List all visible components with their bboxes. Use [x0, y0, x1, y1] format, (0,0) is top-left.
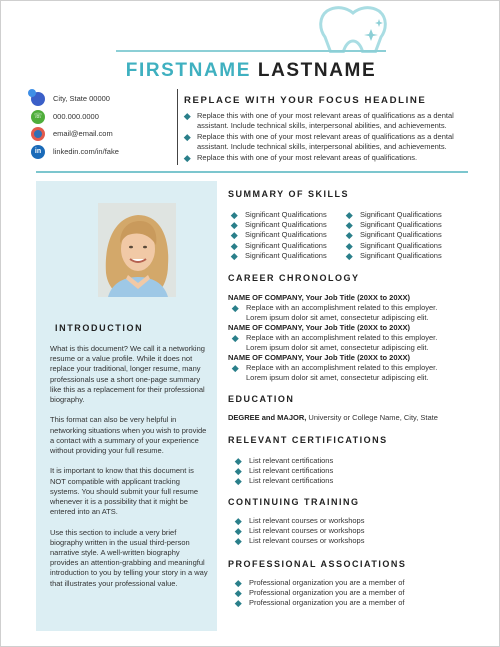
- training-item: List relevant courses or workshops: [234, 536, 364, 546]
- contact-address: [31, 91, 171, 107]
- diamond-bullet-icon: [235, 458, 241, 464]
- email-text: email@email.com: [53, 129, 113, 138]
- location-icon: [31, 92, 45, 106]
- job-accomplishment: Replace with an accomplishment related to this employer.: [228, 363, 488, 373]
- diamond-bullet-icon: [235, 528, 241, 534]
- school-text: University or College Name, City, State: [306, 413, 438, 422]
- first-name: FIRSTNAME: [125, 60, 251, 81]
- diamond-bullet-icon: [235, 478, 241, 484]
- diamond-bullet-icon: [346, 253, 352, 259]
- association-item: Professional organization you are a member of: [234, 588, 405, 598]
- diamond-bullet-icon: [231, 222, 237, 228]
- focus-bullet: Replace this with one of your most relevant areas of qualifications as a dental assistant. Include technical skills, interpersonal abilities, and achievements.: [184, 111, 484, 132]
- contact-linkedin: [31, 144, 171, 160]
- contact-phone: [31, 109, 171, 125]
- contact-email: [31, 126, 171, 142]
- job-detail: Lorem ipsum dolor sit amet, consectetur adipiscing elit.: [246, 343, 429, 352]
- diamond-bullet-icon: [235, 590, 241, 596]
- job-detail: Lorem ipsum dolor sit amet, consectetur adipiscing elit.: [246, 313, 429, 322]
- tooth-logo-icon: [313, 5, 393, 53]
- associations-title: PROFESSIONAL ASSOCIATIONS: [228, 559, 407, 569]
- diamond-bullet-icon: [232, 335, 238, 341]
- job-heading: NAME OF COMPANY, Your Job Title (20XX to 20XX): [228, 353, 410, 362]
- intro-paragraph: What is this document? We call it a networking resume or a value profile. While it does not replace your traditional, longer resume, many professionals use a short one-page summary like this as a replacement for their professional biography.: [50, 344, 205, 405]
- certification-item: List relevant certifications: [234, 456, 333, 466]
- address-text: City, State 00000: [53, 94, 110, 103]
- association-item: Professional organization you are a member of: [234, 598, 405, 608]
- focus-bullet: Replace this with one of your most relevant areas of qualifications as a dental assistant. Include technical skills, interpersonal abilities, and achievements.: [184, 132, 484, 153]
- diamond-bullet-icon: [232, 305, 238, 311]
- name-top-rule: [116, 50, 386, 52]
- header-divider: [177, 89, 178, 165]
- certification-item: List relevant certifications: [234, 466, 333, 476]
- job-heading: NAME OF COMPANY, Your Job Title (20XX to 20XX): [228, 293, 410, 302]
- association-item: Professional organization you are a member of: [234, 578, 405, 588]
- header-bottom-rule: [36, 171, 468, 173]
- skill-item: Significant Qualifications: [230, 241, 327, 251]
- job-entry: [228, 353, 488, 383]
- profile-photo: [98, 203, 176, 297]
- training-list: [234, 516, 364, 547]
- focus-bullet-list: [184, 111, 484, 163]
- career-title: CAREER CHRONOLOGY: [228, 273, 360, 283]
- sidebar-panel: [36, 181, 217, 631]
- training-item: List relevant courses or workshops: [234, 526, 364, 536]
- skill-item: Significant Qualifications: [345, 220, 442, 230]
- focus-headline: REPLACE WITH YOUR FOCUS HEADLINE: [184, 95, 427, 106]
- job-entry: [228, 323, 488, 353]
- skill-item: Significant Qualifications: [230, 220, 327, 230]
- diamond-bullet-icon: [235, 468, 241, 474]
- certifications-title: RELEVANT CERTIFICATIONS: [228, 435, 388, 445]
- diamond-bullet-icon: [346, 243, 352, 249]
- diamond-bullet-icon: [235, 518, 241, 524]
- skills-title: SUMMARY OF SKILLS: [228, 189, 350, 199]
- introduction-title: INTRODUCTION: [55, 323, 144, 333]
- job-heading: NAME OF COMPANY, Your Job Title (20XX to 20XX): [228, 323, 410, 332]
- diamond-bullet-icon: [184, 155, 190, 161]
- diamond-bullet-icon: [184, 134, 190, 140]
- skill-item: Significant Qualifications: [345, 230, 442, 240]
- associations-list: [234, 578, 405, 609]
- skill-item: Significant Qualifications: [345, 251, 442, 261]
- linkedin-icon: in: [31, 145, 45, 159]
- skill-item: Significant Qualifications: [230, 210, 327, 220]
- skills-list-col2: [345, 210, 442, 261]
- intro-paragraph: Use this section to include a very brief biography written in the usual third-person narrative style. A well-written biography provides an attention-grabbing and meaningful introduction to you by telling your story in a way that illustrates your professional value.: [50, 527, 208, 588]
- training-title: CONTINUING TRAINING: [228, 497, 360, 507]
- phone-text: 000.000.0000: [53, 111, 99, 121]
- diamond-bullet-icon: [235, 600, 241, 606]
- focus-bullet: Replace this with one of your most relevant areas of qualifications.: [184, 153, 484, 163]
- diamond-bullet-icon: [346, 232, 352, 238]
- diamond-bullet-icon: [231, 243, 237, 249]
- skill-item: Significant Qualifications: [345, 210, 442, 220]
- job-accomplishment: Replace with an accomplishment related to this employer.: [228, 333, 488, 343]
- intro-paragraph: This format can also be very helpful in networking situations when you wish to provide a contact with a summary of your experience without providing your full resume.: [50, 415, 207, 456]
- diamond-bullet-icon: [235, 580, 241, 586]
- last-name: LASTNAME: [257, 60, 377, 81]
- skills-list-col1: [230, 210, 327, 261]
- certification-item: List relevant certifications: [234, 476, 333, 486]
- diamond-bullet-icon: [184, 113, 190, 119]
- skill-item: Significant Qualifications: [230, 251, 327, 261]
- email-icon: [31, 127, 45, 141]
- diamond-bullet-icon: [235, 538, 241, 544]
- skill-item: Significant Qualifications: [230, 230, 327, 240]
- degree-text: DEGREE and MAJOR,: [228, 413, 307, 422]
- diamond-bullet-icon: [346, 212, 352, 218]
- job-detail: Lorem ipsum dolor sit amet, consectetur adipiscing elit.: [246, 373, 429, 382]
- introduction-body: [50, 344, 208, 599]
- education-entry: [228, 413, 438, 422]
- job-entry: [228, 293, 488, 323]
- training-item: List relevant courses or workshops: [234, 516, 364, 526]
- diamond-bullet-icon: [346, 222, 352, 228]
- linkedin-text: linkedin.com/in/fake: [53, 146, 119, 156]
- diamond-bullet-icon: [232, 365, 238, 371]
- certifications-list: [234, 456, 333, 487]
- phone-icon: ☏: [31, 110, 45, 124]
- skill-item: Significant Qualifications: [345, 241, 442, 251]
- diamond-bullet-icon: [231, 212, 237, 218]
- diamond-bullet-icon: [231, 253, 237, 259]
- diamond-bullet-icon: [231, 232, 237, 238]
- job-accomplishment: Replace with an accomplishment related to this employer.: [228, 303, 488, 313]
- intro-paragraph: It is important to know that this document is NOT compatible with applicant tracking systems. You should submit your full resume whenever it is a possibility that it might be entered into an ATS.: [50, 466, 198, 517]
- education-title: EDUCATION: [228, 394, 295, 404]
- full-name: [1, 60, 500, 82]
- contact-block: [31, 91, 171, 161]
